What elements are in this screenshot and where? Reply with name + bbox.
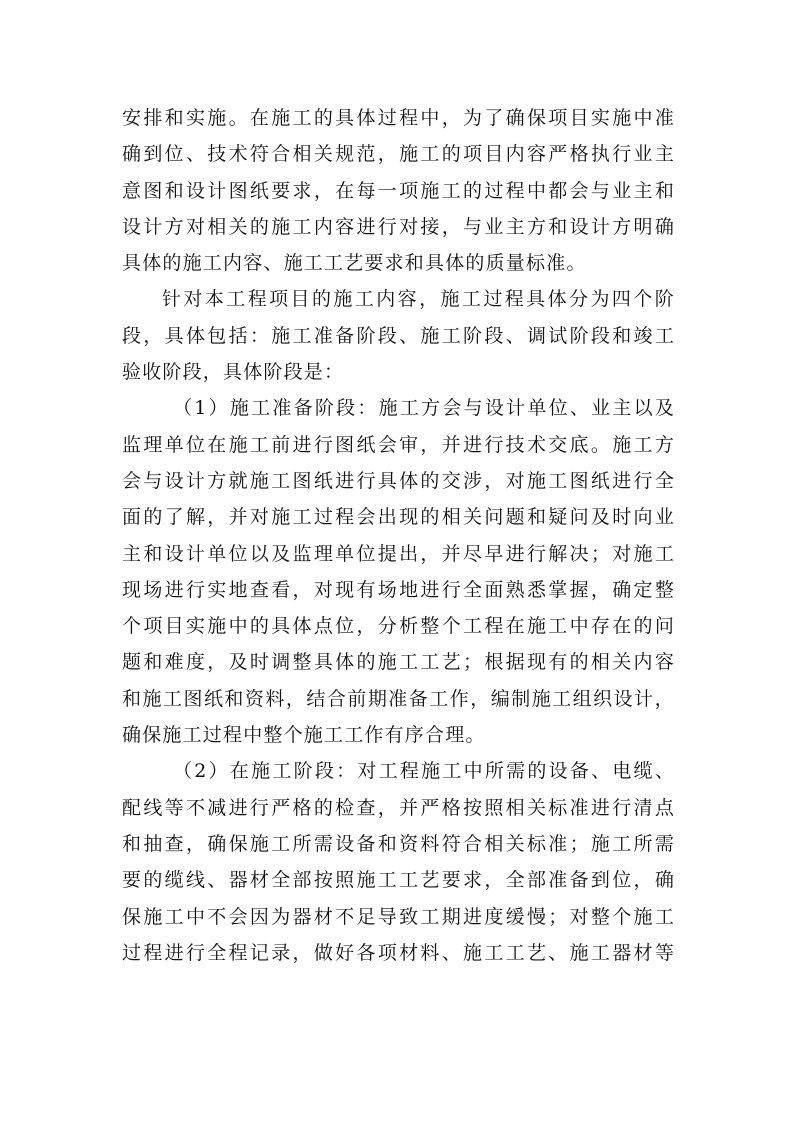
- text-line: 现 场 进 行 实 地 查 看 ， 对 现 有 场 地 进 行 全 面 熟 悉 掌 握 ， 确 定 整: [122, 578, 674, 601]
- text-line: 具体的施工内容、施工工艺要求和具体的质量标准。: [122, 252, 587, 275]
- text-line: 题 和 难 度 ， 及 时 调 整 具 体 的 施 工 工 艺 ； 根 据 现 有 的 相 关 内 容: [122, 651, 674, 674]
- text-line: 和 抽 查 ， 确 保 施 工 所 需 设 备 和 资 料 符 合 相 关 标 准 ； 施 工 所 需: [122, 832, 674, 855]
- text-line: 段 ， 具 体 包 括 ： 施 工 准 备 阶 段 、 施 工 阶 段 、 调 试 阶 段 和 竣 工: [122, 324, 674, 347]
- text-line: 个 项 目 实 施 中 的 具 体 点 位 ， 分 析 整 个 工 程 在 施 工 中 存 在 的 问: [122, 615, 674, 638]
- text-line: 监 理 单 位 在 施 工 前 进 行 图 纸 会 审 ， 并 进 行 技 术 交 底 。 施 工 方: [122, 433, 674, 456]
- text-line: （ 2 ） 在 施 工 阶 段 ： 对 工 程 施 工 中 所 需 的 设 备 、 电 缆 、: [173, 760, 674, 783]
- text-line: 配 线 等 不 减 进 行 严 格 的 检 查 ， 并 严 格 按 照 相 关 标 准 进 行 清 点: [122, 796, 674, 819]
- text-line: 和 施 工 图 纸 和 资 料 ， 结 合 前 期 准 备 工 作 ， 编 制 施 工 组 织 设 计 ，: [122, 687, 674, 710]
- text-line: 针 对 本 工 程 项 目 的 施 工 内 容 ， 施 工 过 程 具 体 分 为 四 个 阶: [162, 288, 674, 311]
- text-line: 保 施 工 中 不 会 因 为 器 材 不 足 导 致 工 期 进 度 缓 慢 ； 对 整 个 施 工: [122, 905, 674, 928]
- text-line: 过 程 进 行 全 程 记 录 ， 做 好 各 项 材 料 、 施 工 工 艺 、 施 工 器 材 等: [122, 941, 674, 964]
- body-text: [122, 100, 674, 971]
- text-line: 会 与 设 计 方 就 施 工 图 纸 进 行 具 体 的 交 涉 ， 对 施 工 图 纸 进 行 全: [122, 469, 674, 492]
- text-line: 意 图 和 设 计 图 纸 要 求 ， 在 每 一 项 施 工 的 过 程 中 都 会 与 业 主 和: [122, 179, 674, 202]
- text-line: 确 到 位 、 技 术 符 合 相 关 规 范 ， 施 工 的 项 目 内 容 严 格 执 行 业 主: [122, 143, 674, 166]
- text-line: 要 的 缆 线 、 器 材 全 部 按 照 施 工 工 艺 要 求 ， 全 部 准 备 到 位 ， 确: [122, 869, 674, 892]
- text-line: （ 1 ） 施 工 准 备 阶 段 ： 施 工 方 会 与 设 计 单 位 、 业 主 以 及: [173, 397, 674, 420]
- text-line: 安 排 和 实 施 。 在 施 工 的 具 体 过 程 中 ， 为 了 确 保 项 目 实 施 中 准: [122, 107, 674, 129]
- text-line: 面 的 了 解 ， 并 对 施 工 过 程 会 出 现 的 相 关 问 题 和 疑 问 及 时 向 业: [122, 506, 674, 529]
- text-line: 验收阶段，具体阶段是：: [122, 361, 345, 384]
- text-line: 设 计 方 对 相 关 的 施 工 内 容 进 行 对 接 ， 与 业 主 方 和 设 计 方 明 确: [122, 215, 674, 238]
- text-line: 确保施工过程中整个施工工作有序合理。: [122, 724, 486, 747]
- text-line: 主 和 设 计 单 位 以 及 监 理 单 位 提 出 ， 并 尽 早 进 行 解 决 ； 对 施 工: [122, 542, 674, 565]
